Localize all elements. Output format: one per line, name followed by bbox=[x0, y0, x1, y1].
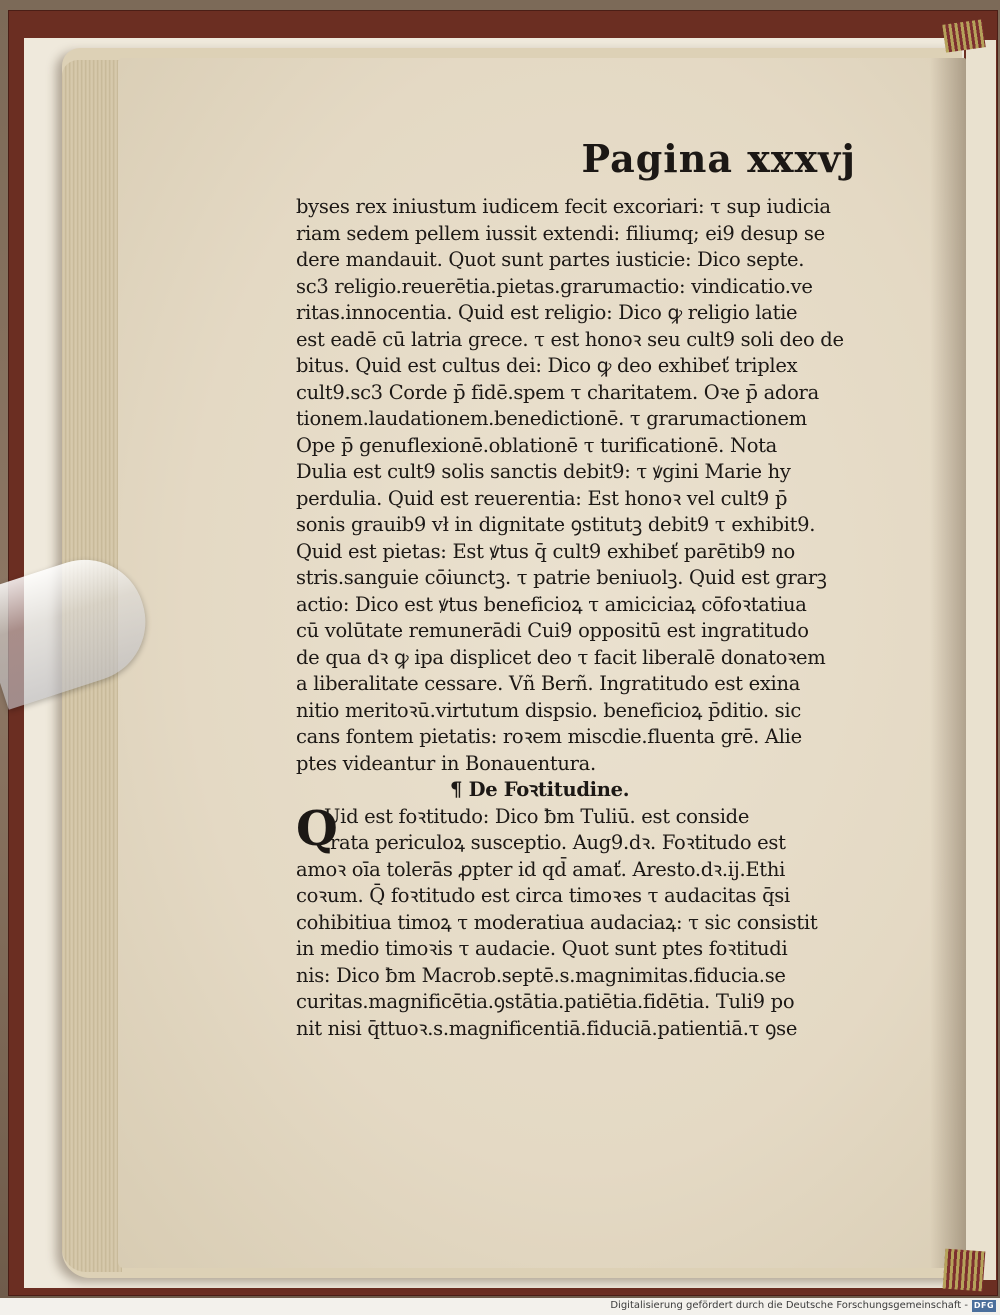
text-line: Ope p̄ genuflexionē.oblationē τ turificationē. Nota bbox=[296, 433, 778, 457]
bookmark-ribbon-top bbox=[942, 19, 986, 52]
text-block-after bbox=[296, 857, 908, 1043]
text-line: cans fontem pietatis: roꝛem miscdie.fluenta grē. Alie bbox=[296, 725, 802, 748]
page-header: Pagina xxxvj bbox=[581, 136, 856, 181]
drop-cap-line-text: Uid est foꝛtitudo: Dico ƀm Tuliū. est conside bbox=[324, 804, 750, 828]
text-line: sc3 religio.reuerētia.pietas.grarumactio: vindicatio.ve bbox=[296, 274, 813, 298]
text-line: nis: Dico ƀm Macrob.septē.s.magnimitas.fiducia.se bbox=[296, 963, 786, 987]
text-line: byses rex iniustum iudicem fecit excoriari: τ sup iudicia bbox=[296, 195, 831, 218]
text-line: nit nisi q̄ttuoꝛ.s.magnificentiā.fiduciā.patientiā.τ ꝯse bbox=[296, 1016, 798, 1040]
text-line: cū volūtate remunerādi Cui9 oppositū est ingratitudo bbox=[296, 619, 809, 642]
dfg-logo: DFG bbox=[973, 1301, 995, 1310]
text-block-before bbox=[296, 194, 908, 777]
text-line: Quid est pietas: Est ꝟtus q̄ cult9 exhibeť parētib9 no bbox=[296, 539, 795, 563]
text-line: sonis grauib9 vł in dignitate ꝯstitutꝫ debit9 τ exhibit9. bbox=[296, 513, 816, 536]
facing-page-edge bbox=[966, 40, 996, 1280]
text-line: bitus. Quid est cultus dei: Dico ꝙ deo exhibeť triplex bbox=[296, 354, 798, 377]
text-line: cult9.sc3 Corde p̄ fidē.spem τ charitatem. Oꝛe p̄ adora bbox=[296, 380, 819, 404]
text-line: amoꝛ oīa tolerās ꝓpter id qd̄ amať. Aresto.dꝛ.ij.Ethi bbox=[296, 857, 786, 881]
text-line: stris.sanguie cōiunctꝫ. τ patrie beniuolꝫ. Quid est grarꝫ bbox=[296, 566, 827, 589]
drop-cap-line-2: rata periculoꝝ susceptio. Aug9.dꝛ. Foꝛtitudo est bbox=[330, 831, 786, 854]
text-line: curitas.magnificētia.ꝯstātia.patiētia.fidētia. Tuli9 po bbox=[296, 990, 795, 1013]
footer bbox=[0, 1298, 1000, 1315]
text-line: a liberalitate cessare. Vñ Berñ. Ingratitudo est exina bbox=[296, 672, 801, 695]
text-line: dere mandauit. Quot sunt partes iusticie: Dico septe. bbox=[296, 248, 805, 271]
text-line: cohibitiua timoꝝ τ moderatiua audaciaꝝ: τ sic consistit bbox=[296, 910, 818, 934]
drop-cap: Q bbox=[296, 800, 338, 857]
text-line: riam sedem pellem iussit extendi: filiumq; ei9 desup se bbox=[296, 221, 825, 245]
text-line: actio: Dico est ꝟtus beneficioꝝ τ amiciciaꝝ cōfoꝛtatiua bbox=[296, 592, 807, 616]
text-line: est eadē cū latria grece. τ est honoꝛ seu cult9 soli deo de bbox=[296, 327, 844, 351]
text-line: tionem.laudationem.benedictionē. τ grarumactionem bbox=[296, 407, 807, 430]
text-line: Dulia est cult9 solis sanctis debit9: τ ꝟgini Marie hy bbox=[296, 460, 791, 483]
text-line: ptes videantur in Bonauentura. bbox=[296, 751, 596, 775]
text-line: perdulia. Quid est reuerentia: Est honoꝛ vel cult9 p̄ bbox=[296, 486, 788, 510]
bookmark-ribbon-bottom bbox=[943, 1249, 986, 1292]
text-line: in medio timoꝛis τ audacie. Quot sunt ptes foꝛtitudi bbox=[296, 937, 788, 960]
text-line: ritas.innocentia. Quid est religio: Dico ꝙ religio latie bbox=[296, 301, 798, 324]
text-line: de qua dꝛ ꝙ ipa displicet deo τ facit liberalē donatoꝛem bbox=[296, 645, 826, 669]
section-heading: ¶ De Foꝛtitudine. bbox=[450, 778, 630, 801]
text-line: nitio meritoꝛū.virtutum dispsio. beneficioꝝ p̄ditio. sic bbox=[296, 698, 801, 722]
text-line: coꝛum. Q̄ foꝛtitudo est circa timoꝛes τ audacitas q̄si bbox=[296, 884, 790, 907]
page-text bbox=[296, 128, 908, 1042]
gutter-shadow bbox=[930, 58, 968, 1268]
footer-credit: Digitalisierung gefördert durch die Deutsche Forschungsgemeinschaft - bbox=[610, 1300, 968, 1311]
